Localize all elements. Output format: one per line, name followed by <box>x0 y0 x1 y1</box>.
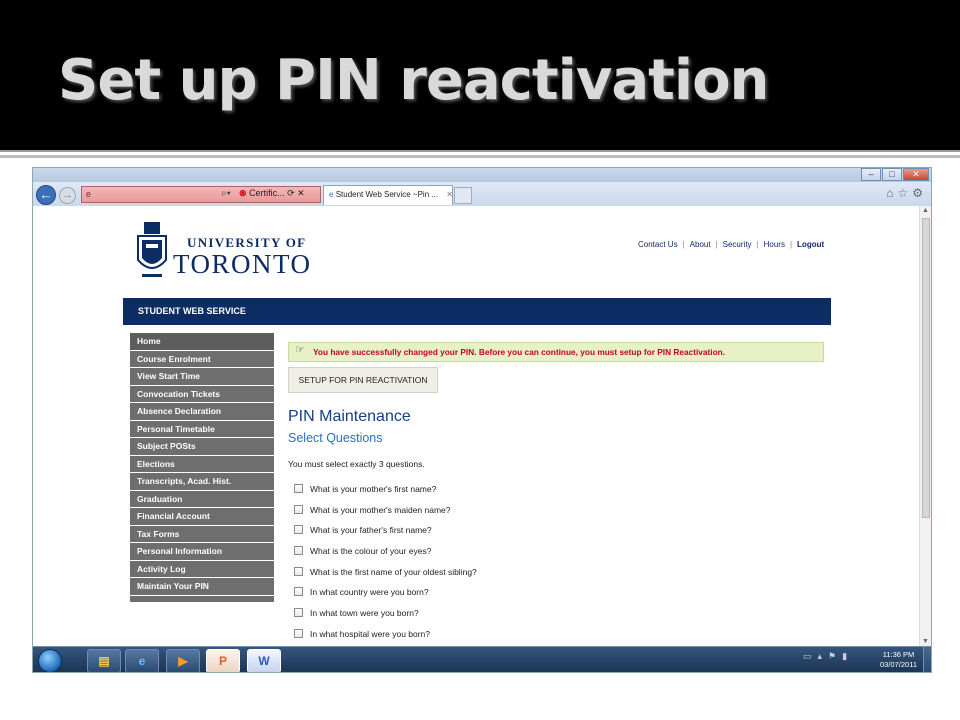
keyboard-icon[interactable]: ▭ <box>803 651 818 661</box>
minimize-button[interactable]: – <box>861 168 881 181</box>
action-center-flag-icon[interactable]: ⚑ <box>828 651 843 661</box>
sidebar-item-convocation-tickets[interactable]: Convocation Tickets <box>130 386 274 404</box>
ie-page-icon: e <box>86 189 92 199</box>
forward-button[interactable]: → <box>59 187 76 204</box>
page-subtitle: Select Questions <box>288 431 383 445</box>
setup-pin-reactivation-button[interactable]: SETUP FOR PIN REACTIVATION <box>288 367 438 393</box>
university-crest-logo <box>136 218 168 282</box>
sidebar-item-maintain-your-pin[interactable]: Maintain Your PIN <box>130 578 274 596</box>
maximize-button[interactable]: □ <box>882 168 902 181</box>
media-player-icon[interactable]: ▶ <box>166 649 200 673</box>
question-checkbox[interactable] <box>294 484 303 493</box>
network-icon[interactable]: ▮ <box>842 651 854 661</box>
sidebar-item-personal-information[interactable]: Personal Information <box>130 543 274 561</box>
start-button[interactable] <box>38 649 62 673</box>
question-checkbox[interactable] <box>294 567 303 576</box>
ie-page-icon: e <box>329 190 334 199</box>
sidebar-footer <box>130 596 274 602</box>
scroll-down-arrow-icon[interactable]: ▼ <box>922 638 929 645</box>
question-checkbox[interactable] <box>294 587 303 596</box>
link-logout[interactable]: Logout <box>797 240 825 249</box>
powerpoint-icon[interactable]: P <box>206 649 240 673</box>
logo-text-toronto: TORONTO <box>173 249 312 279</box>
browser-navbar <box>33 182 932 206</box>
slide-header <box>0 0 960 150</box>
back-button[interactable]: ← <box>36 185 56 205</box>
sidebar-item-course-enrolment[interactable]: Course Enrolment <box>130 351 274 369</box>
certificate-error-icon: ⊗ <box>239 188 247 198</box>
sidebar-item-activity-log[interactable]: Activity Log <box>130 561 274 579</box>
question-checkbox[interactable] <box>294 546 303 555</box>
tab-close-icon[interactable]: ✕ <box>446 190 453 199</box>
link-hours[interactable]: Hours <box>763 240 785 249</box>
internet-explorer-icon[interactable]: e <box>125 649 159 673</box>
tab-student-web-service[interactable]: e Student Web Service ~Pin ... ✕ <box>323 185 453 205</box>
page-title: PIN Maintenance <box>288 408 411 425</box>
new-tab-button[interactable] <box>454 187 472 204</box>
divider-line <box>0 155 960 158</box>
scrollbar-thumb[interactable] <box>922 218 930 518</box>
ie-toolbar <box>886 186 927 200</box>
vertical-scrollbar[interactable] <box>919 206 931 646</box>
certificate-error-tab[interactable]: ⊗ Certific... ⟳ ✕ <box>239 188 305 198</box>
sidebar-nav <box>130 333 274 602</box>
browser-screenshot <box>32 167 932 673</box>
sidebar-item-tax-forms[interactable]: Tax Forms <box>130 526 274 544</box>
tab-close-icon[interactable]: ✕ <box>297 188 305 198</box>
window-titlebar <box>33 168 932 182</box>
system-tray[interactable] <box>803 651 853 662</box>
link-about[interactable]: About <box>689 240 711 249</box>
sidebar-item-financial-account[interactable]: Financial Account <box>130 508 274 526</box>
favorites-star-icon[interactable]: ☆ <box>897 186 913 200</box>
clock-date: 03/07/2011 <box>880 660 917 669</box>
question-checkbox[interactable] <box>294 505 303 514</box>
file-explorer-icon[interactable]: ▤ <box>87 649 121 673</box>
top-links: Contact Us | About | Security | Hours | Logout <box>638 240 825 249</box>
windows-taskbar <box>33 646 932 673</box>
logo-text-university-of: UNIVERSITY OF <box>187 235 307 250</box>
refresh-icon[interactable]: ⟳ <box>287 188 295 198</box>
sidebar-item-view-start-time[interactable]: View Start Time <box>130 368 274 386</box>
sidebar-item-absence-declaration[interactable]: Absence Declaration <box>130 403 274 421</box>
close-window-button[interactable]: ✕ <box>903 168 929 181</box>
question-checkbox[interactable] <box>294 629 303 638</box>
sidebar-item-elections[interactable]: Elections <box>130 456 274 474</box>
success-message: ☞ You have successfully changed your PIN. Before you can continue, you must setup for PIN Reactivation. <box>288 342 824 362</box>
sidebar-item-graduation[interactable]: Graduation <box>130 491 274 509</box>
clock-time: 11:36 PM <box>882 650 915 659</box>
question-checkbox[interactable] <box>294 525 303 534</box>
slide-title: Set up PIN reactivation <box>58 48 769 113</box>
scroll-up-arrow-icon[interactable]: ▲ <box>922 207 929 214</box>
web-page: UNIVERSITY OF TORONTO Contact Us | About | Security | Hours | Logout STUDENT WEB SERVICE Home Course Enrolment View Start Time Convocation Tickets Absence Declaration Personal Timetable Subject POSts Elections Transcripts, Acad. Hist. Graduation Financial Account Tax Forms Personal Information Activity Log Maintain Your PIN ☞ You have successfully changed your PIN. Before you can continue, you must setup for PIN Reactivation. SETUP FOR PIN REACTIVATION PIN Maintenance Select Questions You must select exactly 3 questions. What is your mother's first name? What is your mother's maiden name? What is your father's first name? What is the colour of your eyes? What is the first name of your oldest sibling? In what country were you born? In what town were you born? In what hospital were you born? <box>33 206 921 646</box>
sidebar-item-home[interactable]: Home <box>130 333 274 351</box>
taskbar-clock[interactable] <box>880 650 917 670</box>
sidebar-item-transcripts[interactable]: Transcripts, Acad. Hist. <box>130 473 274 491</box>
sidebar-item-subject-posts[interactable]: Subject POSts <box>130 438 274 456</box>
search-icon[interactable]: ⌕▾ <box>221 188 231 199</box>
home-icon[interactable]: ⌂ <box>886 186 898 200</box>
word-icon[interactable]: W <box>247 649 281 673</box>
sidebar-item-personal-timetable[interactable]: Personal Timetable <box>130 421 274 439</box>
tray-expand-icon[interactable]: ▴ <box>817 651 829 661</box>
show-desktop-button[interactable] <box>923 647 932 673</box>
student-web-service-banner: STUDENT WEB SERVICE <box>123 298 831 325</box>
question-checkbox[interactable] <box>294 608 303 617</box>
divider-line <box>0 150 960 152</box>
gear-icon[interactable]: ⚙ <box>912 186 927 200</box>
pointing-hand-icon: ☞ <box>295 344 305 356</box>
link-contact-us[interactable]: Contact Us <box>638 240 678 249</box>
instruction-text: You must select exactly 3 questions. <box>288 459 425 469</box>
link-security[interactable]: Security <box>722 240 752 249</box>
